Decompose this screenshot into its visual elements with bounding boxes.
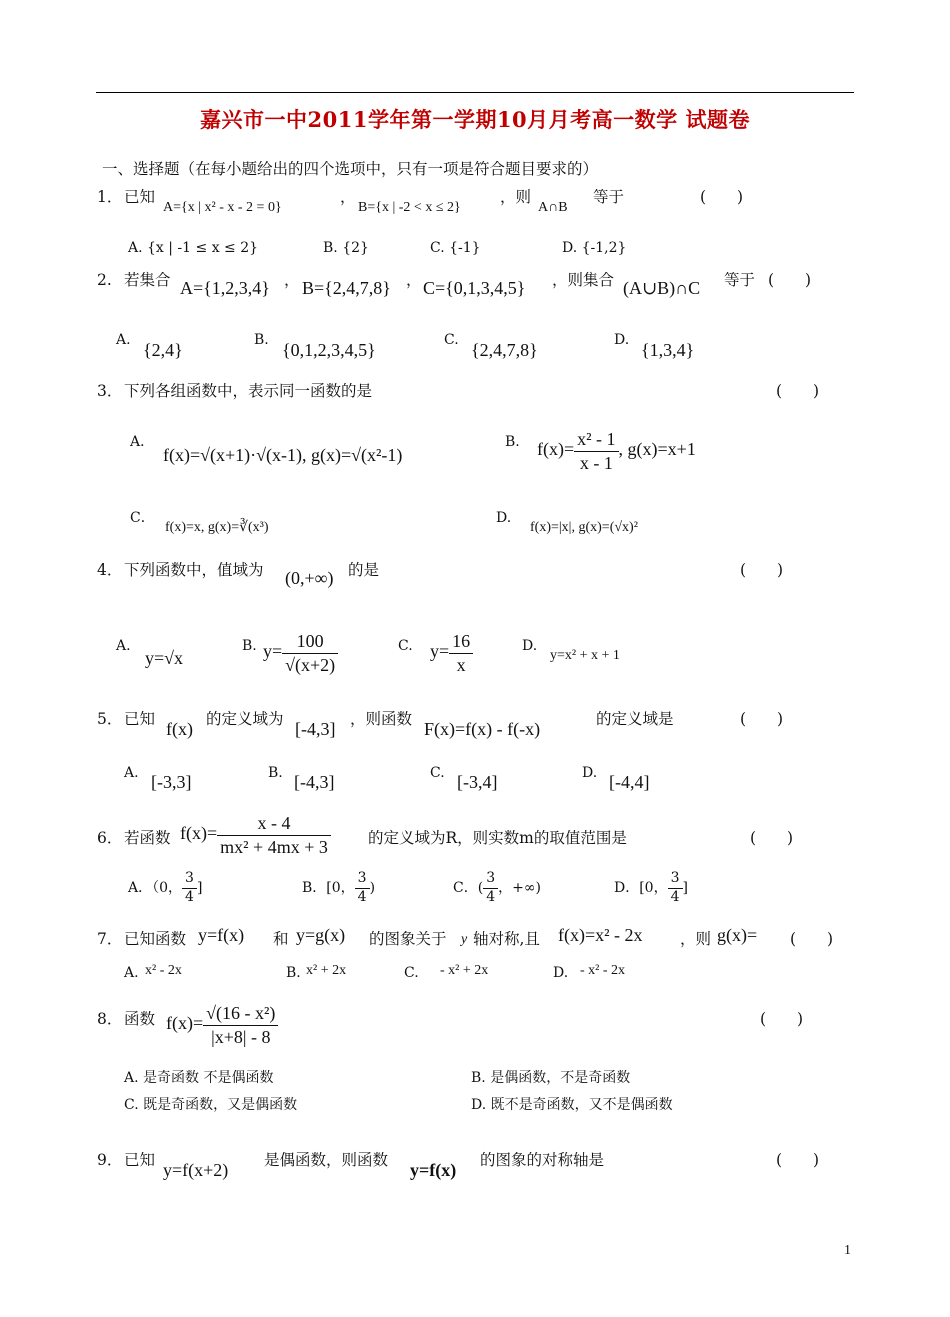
q6-option-a-fraction bbox=[182, 870, 197, 906]
q1-option-c: C. {-1} bbox=[430, 240, 481, 256]
q7-option-c: - x² + 2x bbox=[440, 963, 489, 978]
page-title: 嘉兴市一中2011学年第一学期10月月考高一数学 试题卷 bbox=[200, 107, 750, 132]
q5-option-a-label: A. bbox=[124, 765, 139, 781]
q2-option-b-label: B. bbox=[254, 332, 269, 348]
q6-function bbox=[180, 812, 331, 858]
q2-option-a: {2,4} bbox=[143, 340, 183, 360]
q6-option-c-fraction bbox=[483, 870, 498, 906]
q4-option-b-numerator: 100 bbox=[282, 630, 338, 654]
q4-option-c-denominator: x bbox=[456, 654, 466, 675]
q4-option-c bbox=[430, 630, 473, 676]
q6-option-a-numerator: 3 bbox=[182, 870, 197, 889]
q3-option-a: f(x)=√(x+1)·√(x-1), g(x)=√(x²-1) bbox=[163, 445, 403, 465]
q8-option-d: D. 既不是奇函数，又不是偶函数 bbox=[471, 1097, 673, 1113]
q2-sep-1: ， bbox=[284, 271, 300, 289]
q3-option-b-suffix: , g(x)=x+1 bbox=[618, 439, 696, 460]
q5-then: ，则函数 bbox=[350, 710, 413, 728]
q4-option-a: y=√x bbox=[145, 648, 184, 668]
q8-function-numerator: √(16 - x²) bbox=[203, 1002, 278, 1026]
q9-mid: 是偶函数，则函数 bbox=[264, 1151, 389, 1169]
q9-function: y=f(x) bbox=[410, 1160, 457, 1180]
q7-mid: 的图象关于 bbox=[369, 930, 447, 948]
q5-option-b: [-4,3] bbox=[294, 772, 335, 792]
q1-number: 1． bbox=[97, 188, 123, 206]
q3-option-d: f(x)=|x|, g(x)=(√x)² bbox=[530, 520, 638, 535]
q6-option-b-fraction bbox=[355, 870, 370, 906]
q6-option-a-prefix: A．（0， bbox=[128, 880, 183, 896]
q2-set-a: A={1,2,3,4} bbox=[180, 278, 270, 298]
q6-option-a bbox=[128, 870, 202, 906]
q6-function-prefix: f(x)= bbox=[180, 823, 218, 844]
q9-function-shifted: y=f(x+2) bbox=[163, 1160, 229, 1180]
q3-answer-bracket: ( ) bbox=[776, 382, 820, 400]
q7-lead: 已知函数 bbox=[124, 930, 187, 948]
q4-answer-bracket: ( ) bbox=[740, 561, 784, 579]
q5-lead: 已知 bbox=[124, 710, 156, 728]
q1-set-b: B={x | -2 < x ≤ 2} bbox=[358, 200, 461, 215]
page-number: 1 bbox=[844, 1243, 851, 1258]
q5-domain: [-4,3] bbox=[295, 719, 336, 739]
q6-option-c-suffix: ，+∞) bbox=[498, 880, 541, 896]
q6-option-a-suffix: ] bbox=[196, 880, 203, 896]
q6-lead: 若函数 bbox=[124, 829, 171, 847]
q1-option-b: B. {2} bbox=[323, 240, 369, 256]
q6-option-b-prefix: B．[0， bbox=[302, 880, 355, 896]
q8-option-c: C. 既是奇函数，又是偶函数 bbox=[124, 1097, 298, 1113]
q1-answer-bracket: ( ) bbox=[700, 188, 744, 206]
q1-intersection: A∩B bbox=[538, 200, 568, 215]
q3-option-b-numerator: x² - 1 bbox=[574, 428, 618, 452]
q4-option-a-label: A. bbox=[116, 638, 131, 654]
q3-option-c-label: C． bbox=[130, 510, 155, 526]
q7-option-a-label: A. bbox=[124, 965, 139, 981]
q8-number: 8． bbox=[97, 1010, 123, 1028]
q3-option-b bbox=[537, 428, 696, 474]
q6-function-numerator: x - 4 bbox=[217, 812, 331, 836]
q6-option-b-denominator: 4 bbox=[357, 888, 367, 905]
q6-function-fraction bbox=[217, 812, 331, 858]
q7-answer-bracket: ( ) bbox=[790, 930, 834, 948]
q7-f-definition: f(x)=x² - 2x bbox=[558, 925, 643, 945]
q4-option-c-fraction bbox=[449, 630, 473, 676]
q2-set-b: B={2,4,7,8} bbox=[302, 278, 391, 298]
q3-option-b-fraction bbox=[574, 428, 618, 474]
q4-text: 下列函数中，值域为 bbox=[124, 561, 264, 579]
q6-option-d-fraction bbox=[668, 870, 683, 906]
q2-tail: 等于 bbox=[724, 271, 756, 289]
q6-option-a-denominator: 4 bbox=[185, 888, 194, 905]
q6-option-d-numerator: 3 bbox=[668, 870, 683, 889]
q3-option-c: f(x)=x, g(x)=∛(x³) bbox=[165, 520, 269, 535]
q2-sep-2: ， bbox=[406, 271, 422, 289]
q4-number: 4． bbox=[97, 561, 123, 579]
q8-function-prefix: f(x)= bbox=[166, 1013, 204, 1034]
q5-tail: 的定义域是 bbox=[596, 710, 674, 728]
q8-option-a: A. 是奇函数 不是偶函数 bbox=[124, 1070, 274, 1086]
q9-lead: 已知 bbox=[124, 1151, 156, 1169]
q7-option-b: x² + 2x bbox=[306, 963, 347, 978]
q4-tail: 的是 bbox=[348, 561, 380, 579]
q1-tail: 等于 bbox=[593, 188, 625, 206]
q3-number: 3． bbox=[97, 382, 123, 400]
q6-answer-bracket: ( ) bbox=[750, 829, 794, 847]
q1-option-a: A. {x | -1 ≤ x ≤ 2} bbox=[128, 240, 259, 256]
q2-lead: 若集合 bbox=[124, 271, 171, 289]
q5-option-c: [-3,4] bbox=[457, 772, 498, 792]
q2-number: 2. bbox=[97, 271, 112, 289]
q7-and: 和 bbox=[273, 930, 289, 948]
q6-option-c-prefix: C．( bbox=[453, 880, 484, 896]
q2-answer-bracket: ( ) bbox=[768, 271, 812, 289]
section-heading: 一、选择题（在每小题给出的四个选项中，只有一项是符合题目要求的） bbox=[102, 160, 599, 178]
q8-answer-bracket: ( ) bbox=[760, 1010, 804, 1028]
q7-option-b-label: B. bbox=[286, 965, 301, 981]
q7-option-c-label: C. bbox=[404, 965, 419, 981]
q2-option-c-label: C. bbox=[444, 332, 459, 348]
q4-option-b bbox=[263, 630, 338, 676]
q6-option-d bbox=[614, 870, 688, 906]
q4-option-b-prefix: y= bbox=[263, 641, 283, 662]
q6-option-b-numerator: 3 bbox=[355, 870, 370, 889]
q5-option-d: [-4,4] bbox=[609, 772, 650, 792]
q6-option-c bbox=[453, 870, 541, 906]
q6-option-b-suffix: ) bbox=[369, 880, 376, 896]
q1-set-a: A={x | x² - x - 2 = 0} bbox=[163, 200, 282, 215]
q8-function bbox=[166, 1002, 278, 1048]
q7-g: g(x)= bbox=[717, 925, 758, 945]
q8-function-fraction bbox=[203, 1002, 278, 1048]
q5-mid: 的定义域为 bbox=[206, 710, 284, 728]
q8-lead: 函数 bbox=[124, 1010, 156, 1028]
q7-mid2: 轴对称,且 bbox=[473, 930, 540, 948]
q6-option-c-denominator: 4 bbox=[486, 888, 496, 905]
q1-comma: ， bbox=[340, 188, 356, 206]
q5-option-a: [-3,3] bbox=[151, 772, 192, 792]
q7-option-a: x² - 2x bbox=[145, 963, 182, 978]
q5-number: 5． bbox=[97, 710, 123, 728]
q6-option-b bbox=[302, 870, 375, 906]
q7-function-g: y=g(x) bbox=[296, 925, 346, 945]
q6-option-d-suffix: ] bbox=[682, 880, 688, 896]
q4-option-d-label: D. bbox=[522, 638, 538, 654]
q2-option-d: {1,3,4} bbox=[641, 340, 695, 360]
q2-option-b: {0,1,2,3,4,5} bbox=[282, 340, 376, 360]
q2-then: ，则集合 bbox=[552, 271, 615, 289]
q6-function-denominator: mx² + 4mx + 3 bbox=[220, 836, 328, 857]
q2-expression: (A∪B)∩C bbox=[623, 278, 701, 298]
q5-answer-bracket: ( ) bbox=[740, 710, 784, 728]
q1-option-d: D. {-1,2} bbox=[562, 240, 627, 256]
q7-option-d-label: D. bbox=[553, 965, 569, 981]
q6-option-d-denominator: 4 bbox=[670, 888, 680, 905]
q3-option-b-denominator: x - 1 bbox=[579, 452, 613, 473]
q4-option-c-numerator: 16 bbox=[449, 630, 473, 654]
q3-option-d-label: D. bbox=[496, 510, 512, 526]
q2-option-c: {2,4,7,8} bbox=[471, 340, 538, 360]
q5-function: f(x) bbox=[166, 719, 193, 739]
q9-number: 9． bbox=[97, 1151, 123, 1169]
q4-option-c-prefix: y= bbox=[430, 641, 450, 662]
q7-option-d: - x² - 2x bbox=[580, 963, 626, 978]
q3-option-b-prefix: f(x)= bbox=[537, 439, 575, 460]
q5-F: F(x)=f(x) - f(-x) bbox=[424, 719, 541, 739]
header-rule bbox=[96, 92, 854, 93]
q5-option-d-label: D. bbox=[582, 765, 598, 781]
q6-tail: 的定义域为R，则实数m的取值范围是 bbox=[368, 829, 627, 847]
q5-option-b-label: B. bbox=[268, 765, 283, 781]
q3-option-a-label: A． bbox=[130, 434, 155, 450]
q1-lead: 已知 bbox=[124, 188, 156, 206]
q7-then: ，则 bbox=[680, 930, 712, 948]
q4-range: (0,+∞) bbox=[285, 568, 334, 588]
q7-function-f: y=f(x) bbox=[198, 925, 245, 945]
q8-option-b: B. 是偶函数，不是奇函数 bbox=[471, 1070, 631, 1086]
q2-option-a-label: A. bbox=[116, 332, 131, 348]
q7-axis: y bbox=[461, 932, 468, 947]
q6-option-d-prefix: D．[0， bbox=[614, 880, 668, 896]
q4-option-b-fraction bbox=[282, 630, 338, 676]
q2-option-d-label: D. bbox=[614, 332, 630, 348]
q4-option-d: y=x² + x + 1 bbox=[550, 648, 620, 663]
q7-number: 7． bbox=[97, 930, 123, 948]
q6-option-c-numerator: 3 bbox=[483, 870, 498, 889]
q6-number: 6． bbox=[97, 829, 123, 847]
q5-option-c-label: C. bbox=[430, 765, 445, 781]
q3-text: 下列各组函数中，表示同一函数的是 bbox=[124, 382, 373, 400]
q4-option-b-label: B. bbox=[242, 638, 257, 654]
q9-answer-bracket: ( ) bbox=[776, 1151, 820, 1169]
q3-option-b-label: B. bbox=[505, 434, 520, 450]
q8-function-denominator: |x+8| - 8 bbox=[211, 1026, 271, 1047]
q2-set-c: C={0,1,3,4,5} bbox=[423, 278, 526, 298]
q4-option-c-label: C. bbox=[398, 638, 413, 654]
q1-then: ，则 bbox=[500, 188, 532, 206]
q9-tail: 的图象的对称轴是 bbox=[480, 1151, 605, 1169]
q4-option-b-denominator: √(x+2) bbox=[285, 654, 336, 675]
